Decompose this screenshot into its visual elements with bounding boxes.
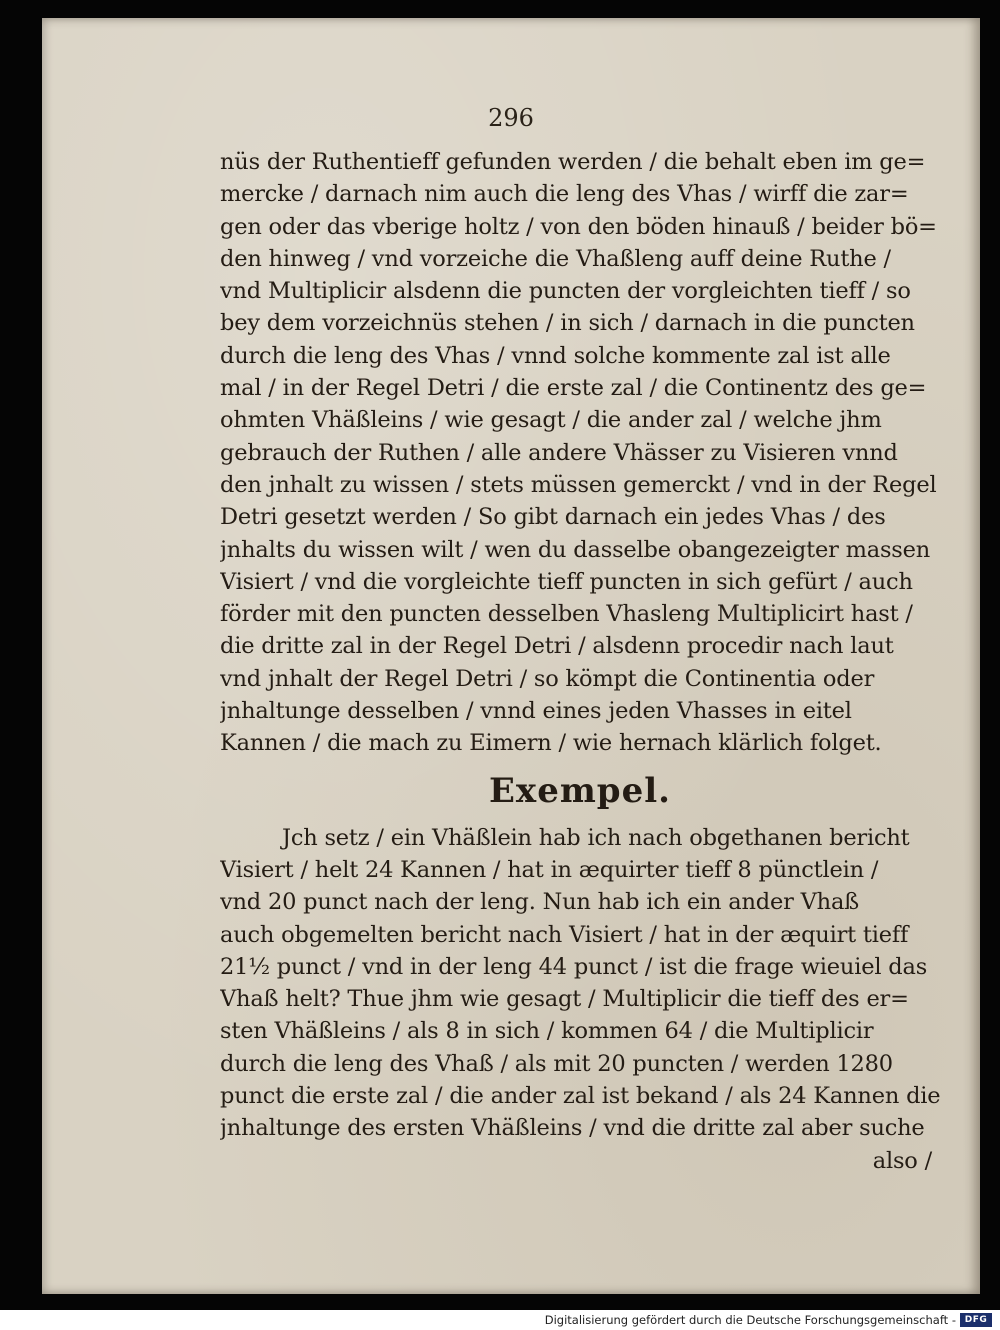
- text-line: jnhaltunge desselben / vnnd eines jeden Vhasses in eitel: [220, 698, 852, 725]
- text-line: Vhaß helt? Thue jhm wie gesagt / Multiplicir die tieff des er=: [220, 986, 909, 1013]
- text-line: ohmten Vhäßleins / wie gesagt / die ander zal / welche jhm: [220, 407, 882, 434]
- text-line: Kannen / die mach zu Eimern / wie hernach klärlich folget.: [220, 730, 882, 757]
- text-line: den hinweg / vnd vorzeiche die Vhaßleng auff deine Ruthe /: [220, 245, 891, 272]
- text-line: die dritte zal in der Regel Detri / alsdenn procedir nach laut: [220, 633, 894, 660]
- text-line: vnd Multiplicir alsdenn die puncten der vorgleichten tieff / so: [220, 278, 911, 305]
- text-line: förder mit den puncten desselben Vhasleng Multiplicirt hast /: [220, 601, 913, 628]
- text-line: durch die leng des Vhas / vnnd solche kommente zal ist alle: [220, 342, 891, 369]
- text-line: Visiert / vnd die vorgleichte tieff puncten in sich gefürt / auch: [220, 568, 913, 595]
- text-line: jnhaltunge des ersten Vhäßleins / vnd die dritte zal aber suche: [220, 1115, 925, 1142]
- text-line: 21½ punct / vnd in der leng 44 punct / ist die frage wieuiel das: [220, 953, 928, 980]
- paragraph-2: [220, 822, 940, 1177]
- text-line: punct die erste zal / die ander zal ist bekand / als 24 Kannen die: [220, 1083, 940, 1110]
- text-line: gen oder das vberige holtz / von den böden hinauß / beider bö=: [220, 213, 937, 240]
- text-line: sten Vhäßleins / als 8 in sich / kommen 64 / die Multiplicir: [220, 1018, 874, 1045]
- page-text: [220, 146, 940, 1177]
- text-line: vnd jnhalt der Regel Detri / so kömpt die Continentia oder: [220, 665, 875, 692]
- text-line: auch obgemelten bericht nach Visiert / hat in der æquirt tieff: [220, 921, 909, 948]
- text-line: durch die leng des Vhaß / als mit 20 puncten / werden 1280: [220, 1050, 893, 1077]
- text-line: bey dem vorzeichnüs stehen / in sich / darnach in die puncten: [220, 310, 915, 337]
- footer-bar: [0, 1310, 1000, 1330]
- text-line: gebrauch der Ruthen / alle andere Vhässer zu Visieren vnnd: [220, 439, 898, 466]
- text-line: vnd 20 punct nach der leng. Nun hab ich ein ander Vhaß: [220, 889, 859, 916]
- dfg-logo-icon: DFG: [960, 1313, 992, 1327]
- catchword: also /: [872, 1147, 932, 1174]
- text-line: mal / in der Regel Detri / die erste zal / die Continentz des ge=: [220, 375, 927, 402]
- paragraph-1: [220, 146, 940, 760]
- text-line: den jnhalt zu wissen / stets müssen gemerckt / vnd in der Regel: [220, 471, 937, 498]
- text-line: Detri gesetzt werden / So gibt darnach ein jedes Vhas / des: [220, 504, 886, 531]
- text-line: Jch setz / ein Vhäßlein hab ich nach obgethanen bericht: [282, 824, 910, 851]
- text-line: jnhalts du wissen wilt / wen du dasselbe obangezeigter massen: [220, 536, 931, 563]
- funding-notice: Digitalisierung gefördert durch die Deutsche Forschungsgemeinschaft -: [544, 1313, 956, 1327]
- page-number: 296: [488, 104, 534, 132]
- section-heading: Exempel.: [489, 770, 671, 811]
- text-line: Visiert / helt 24 Kannen / hat in æquirter tieff 8 pünctlein /: [220, 856, 879, 883]
- book-page: [42, 18, 980, 1294]
- text-line: mercke / darnach nim auch die leng des Vhas / wirff die zar=: [220, 181, 909, 208]
- text-line: nüs der Ruthentieff gefunden werden / die behalt eben im ge=: [220, 149, 926, 175]
